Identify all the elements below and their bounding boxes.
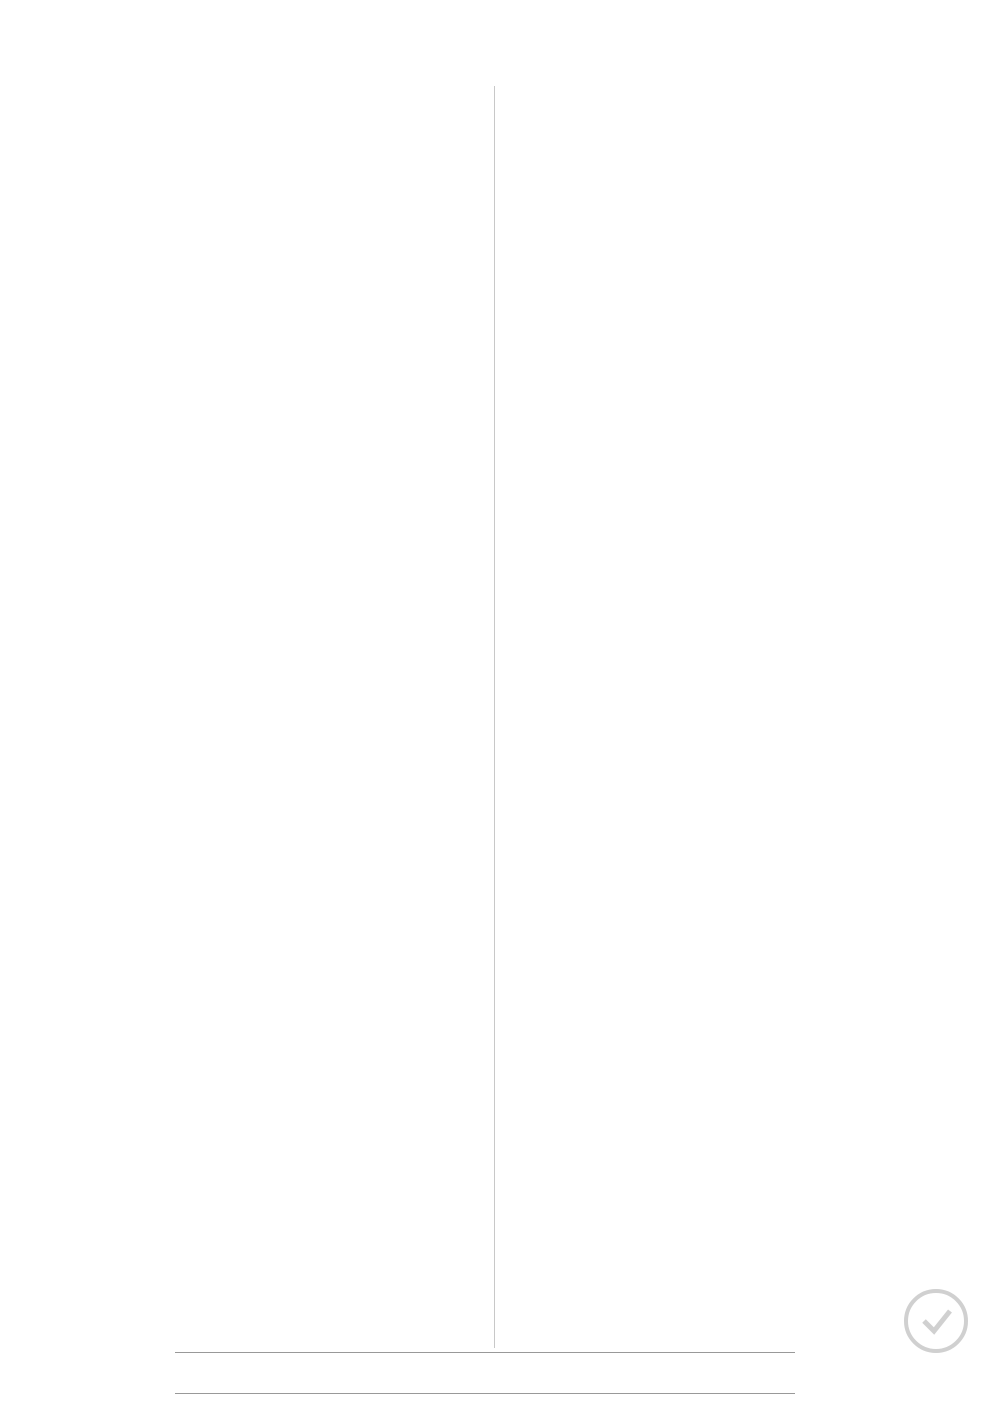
watermark-logo [786,1281,986,1391]
right-column [518,88,938,102]
page-footer [175,1352,795,1394]
watermark-icon [786,1281,986,1391]
column-divider [494,86,495,1348]
